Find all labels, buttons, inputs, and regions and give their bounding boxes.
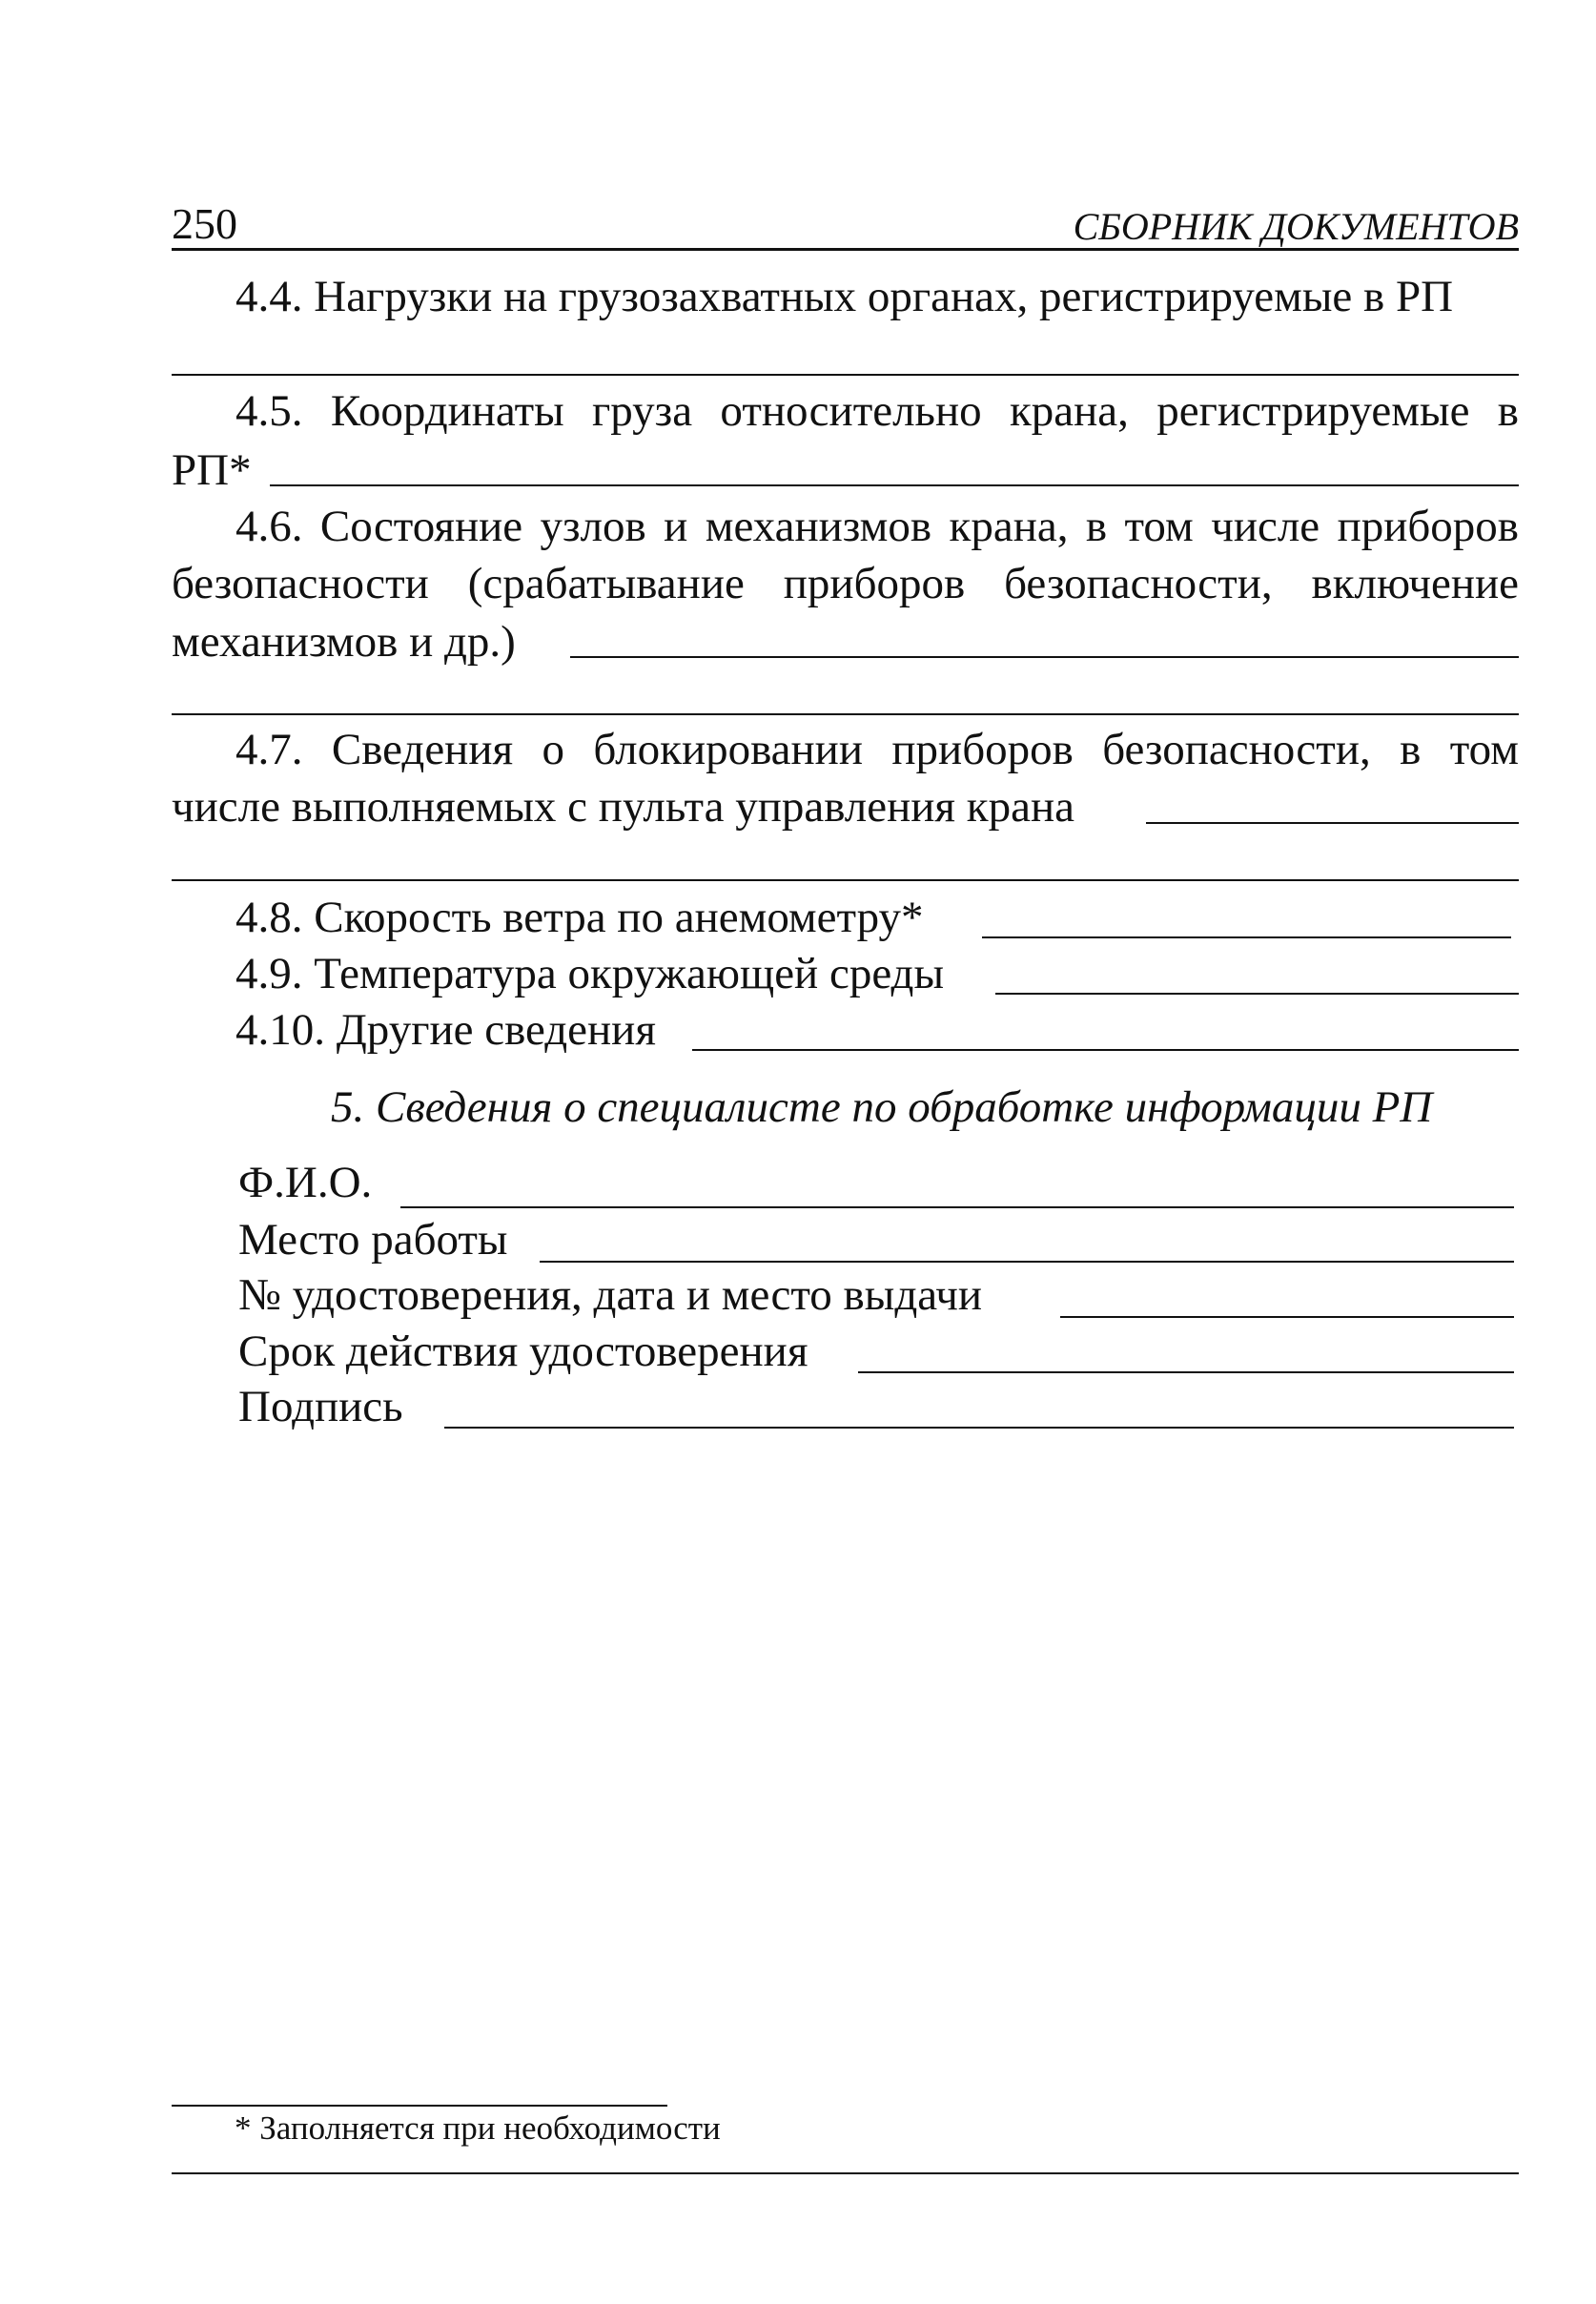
footnote-separator	[172, 2105, 667, 2107]
running-head: СБОРНИК ДОКУМЕНТОВ	[1073, 205, 1519, 248]
field-4-7[interactable]	[1146, 822, 1519, 824]
field-workplace[interactable]	[540, 1261, 1514, 1263]
field-4-10[interactable]	[692, 1049, 1519, 1051]
field-validity[interactable]	[858, 1371, 1514, 1373]
item-4-7-line-1: 4.7. Сведения о блокировании приборов безопасности, в том	[235, 725, 1519, 774]
label-workplace: Место работы	[238, 1215, 508, 1265]
item-4-5-line-2: РП*	[172, 445, 252, 495]
item-4-9: 4.9. Температура окружающей среды	[235, 949, 945, 998]
blank-line-4-7[interactable]	[172, 879, 1519, 881]
label-validity: Срок действия удостоверения	[238, 1327, 808, 1376]
label-fio: Ф.И.О.	[238, 1158, 373, 1207]
item-4-6-line-2: безопасности (срабатывание приборов безопасности, включение	[172, 559, 1519, 608]
field-4-8[interactable]	[982, 936, 1511, 938]
page-bottom-rule	[172, 2172, 1519, 2174]
footnote: * Заполняется при необходимости	[235, 2109, 721, 2147]
field-signature[interactable]	[444, 1427, 1514, 1429]
item-4-6-line-3: механизмов и др.)	[172, 617, 516, 667]
item-4-4: 4.4. Нагрузки на грузозахватных органах, регистрируемые в РП	[235, 272, 1454, 321]
field-4-5[interactable]	[270, 484, 1519, 486]
page-header	[172, 191, 1519, 251]
field-fio[interactable]	[400, 1206, 1514, 1208]
item-4-10: 4.10. Другие сведения	[235, 1005, 656, 1055]
item-4-6-line-1: 4.6. Состояние узлов и механизмов крана, в том числе приборов	[235, 502, 1519, 551]
label-certificate: № удостоверения, дата и место выдачи	[238, 1270, 982, 1320]
label-signature: Подпись	[238, 1382, 403, 1431]
item-4-5-line-1: 4.5. Координаты груза относительно крана, регистрируемые в	[235, 386, 1519, 436]
section-5-title: 5. Сведения о специалисте по обработке информации РП	[331, 1082, 1433, 1132]
field-4-6[interactable]	[570, 656, 1519, 658]
item-4-7-line-2: числе выполняемых с пульта управления крана	[172, 782, 1074, 832]
blank-line-4-6[interactable]	[172, 713, 1519, 715]
page-number: 250	[172, 199, 237, 248]
field-certificate[interactable]	[1060, 1316, 1514, 1318]
blank-line-4-4[interactable]	[172, 374, 1519, 376]
field-4-9[interactable]	[995, 993, 1519, 995]
item-4-8: 4.8. Скорость ветра по анемометру*	[235, 893, 924, 942]
